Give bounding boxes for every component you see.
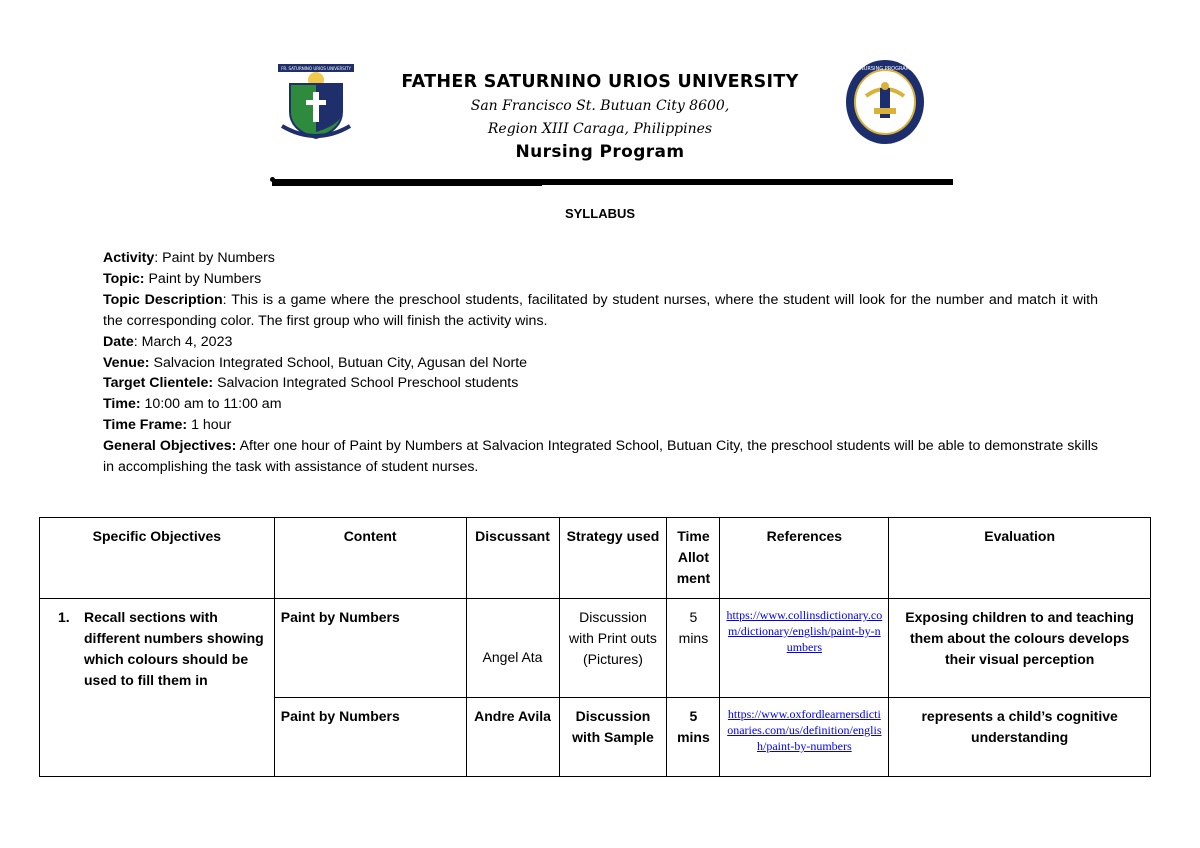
objective-text: Recall sections with different numbers showing which colours should be used to fill them in (84, 609, 264, 688)
time-cell: 5 mins (667, 698, 720, 777)
university-seal-text: FR. SATURNINO URIOS UNIVERSITY (281, 66, 351, 71)
activity-line: Activity: Paint by Numbers (103, 250, 275, 266)
strategy-cell: Discussion with Sample (559, 698, 667, 777)
timeframe-line (103, 415, 1098, 436)
address-line-1: San Francisco St. Butuan City 8600, (470, 98, 730, 114)
table-header: References (720, 518, 889, 599)
reference-cell (720, 698, 889, 777)
time-value: 10:00 am to 11:00 am (144, 396, 282, 413)
topic-line (103, 269, 1098, 290)
date-line: Date: March 4, 2023 (103, 333, 233, 350)
university-seal-icon (276, 62, 356, 144)
university-name: FATHER SATURNINO URIOS UNIVERSITY (401, 72, 799, 92)
evaluation-cell: Exposing children to and teaching them about the colours develops their visual perception (889, 599, 1151, 698)
table-header: Evaluation (889, 518, 1151, 599)
objective-number: 1. (58, 609, 70, 625)
venue-label: Venue: (103, 354, 150, 371)
time-cell: 5 mins (667, 599, 720, 698)
topic-description-label: Topic Description (103, 291, 223, 308)
activity-label: Activity (103, 250, 155, 266)
specific-objective (58, 607, 268, 691)
venue-line (103, 353, 1098, 374)
venue-value: Salvacion Integrated School, Butuan City, Agusan del Norte (153, 354, 528, 371)
table-header-row (40, 518, 1151, 599)
date-label: Date (103, 333, 134, 350)
program-name: Nursing Program (515, 142, 685, 162)
objectives-value: After one hour of Paint by Numbers at Salvacion Integrated School, Butuan City, the preschool students will be able to demonstrate skills in accomplishing the task with assistance of student nurses. (103, 438, 1098, 476)
document-header (270, 58, 960, 178)
table-header: Discussant (466, 518, 559, 599)
target-line (103, 373, 1098, 394)
time-line (103, 394, 1098, 415)
topic-description-value: This is a game where the preschool students, facilitated by student nurses, where the student will look for the number and match it with the corresponding color. The first group who will finish the activity wins. (103, 291, 1098, 329)
table-header: Specific Objectives (40, 518, 275, 599)
time-label: Time: (103, 396, 141, 413)
syllabus-table (39, 517, 1151, 777)
target-value: Salvacion Integrated School Preschool students (217, 375, 519, 392)
discussant-cell: Andre Avila (466, 698, 559, 777)
reference-link[interactable]: https://www.collinsdictionary.com/dictionary/english/paint-by-numbers (726, 608, 883, 654)
table-header: Content (274, 518, 466, 599)
evaluation-cell: represents a child’s cognitive understanding (889, 698, 1151, 777)
target-label: Target Clientele: (103, 375, 214, 392)
activity-value: Paint by Numbers (162, 250, 275, 266)
objectives-line (103, 436, 1098, 478)
table-row (40, 599, 1151, 698)
header-divider-thin (272, 185, 542, 186)
date-value: March 4, 2023 (141, 333, 233, 350)
content-cell: Paint by Numbers (274, 599, 466, 698)
content-cell: Paint by Numbers (274, 698, 466, 777)
specific-objective-cell (40, 599, 275, 777)
strategy-cell: Discussion with Print outs (Pictures) (559, 599, 667, 698)
address-line-2: Region XIII Caraga, Philippines (487, 121, 713, 137)
nursing-program-seal-icon (844, 58, 926, 146)
table-header: Time Allot ment (667, 518, 720, 599)
topic-description-line: Topic Description: This is a game where the preschool students, facilitated by student nurses, where the student will look for the number and match it with the corresponding color. The first group who will finish the activity wins. (103, 291, 1098, 329)
reference-link[interactable]: https://www.oxfordlearnersdictionaries.com/us/definition/english/paint-by-numbers (727, 707, 882, 753)
syllabus-info (103, 248, 1098, 478)
table-header: Strategy used (559, 518, 667, 599)
timeframe-label: Time Frame: (103, 417, 188, 434)
topic-label: Topic: (103, 270, 145, 287)
objectives-label: General Objectives: (103, 438, 237, 455)
topic-value: Paint by Numbers (148, 270, 262, 287)
nursing-seal-text: NURSING PROGRAM (859, 66, 911, 72)
document-title: SYLLABUS (564, 206, 636, 221)
discussant-cell: Angel Ata (466, 599, 559, 698)
reference-cell (720, 599, 889, 698)
timeframe-value: 1 hour (191, 417, 232, 434)
